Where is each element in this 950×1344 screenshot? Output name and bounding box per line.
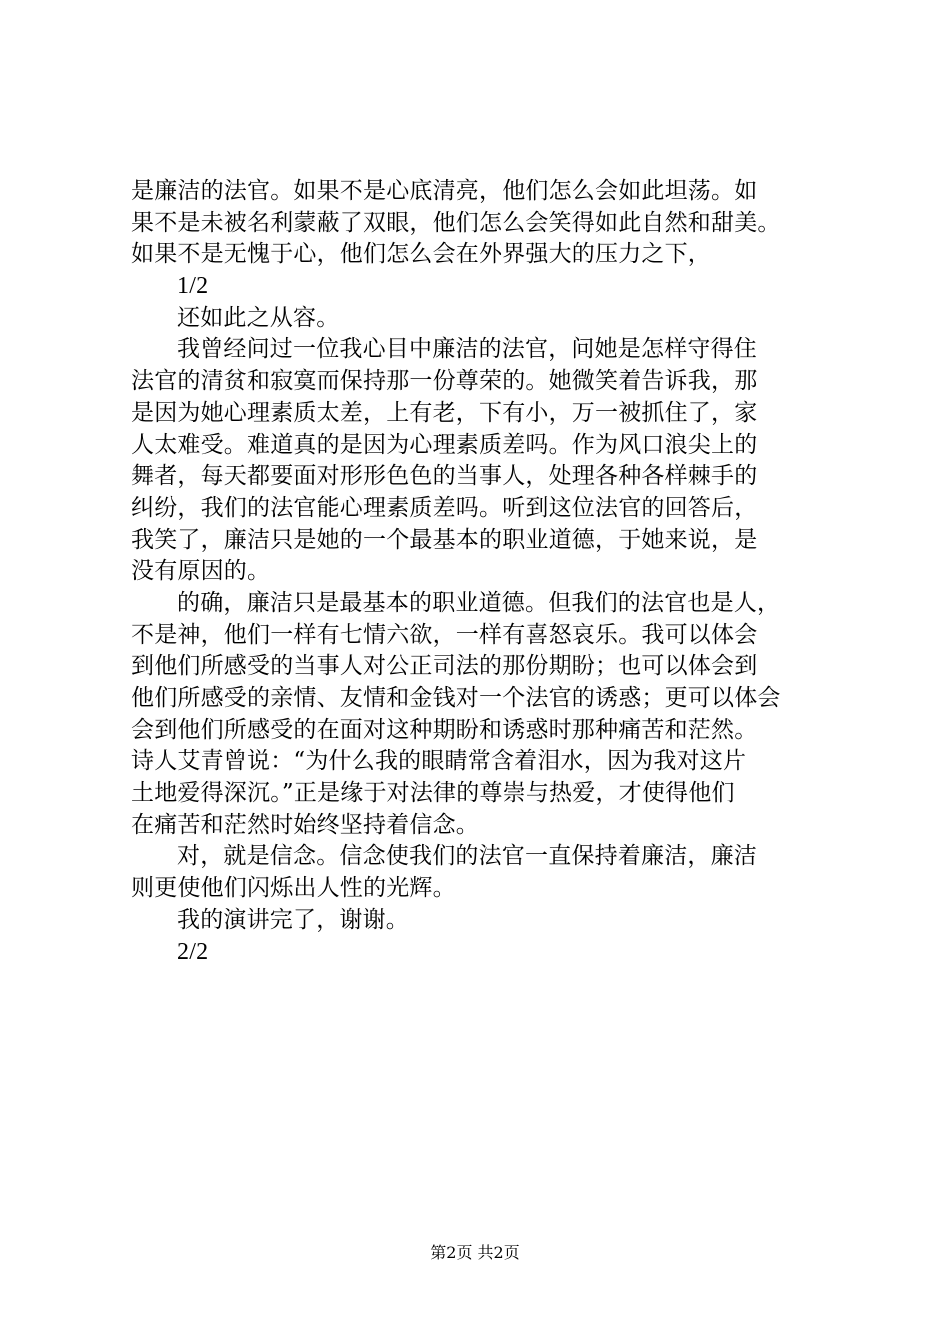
text-line: 会到他们所感受的在面对这种期盼和诱惑时那种痛苦和茫然。 <box>131 716 758 743</box>
text-line: 还如此之从容。 <box>177 304 340 331</box>
text-line: 果不是未被名利蒙蔽了双眼，他们怎么会笑得如此自然和甜美。 <box>131 209 781 236</box>
page-marker: 1/2 <box>177 273 209 300</box>
text-line: 土地爱得深沉。”正是缘于对法律的尊崇与热爱，才使得他们 <box>131 780 735 807</box>
text-line: 是廉洁的法官。如果不是心底清亮，他们怎么会如此坦荡。如 <box>131 178 758 204</box>
paragraph-start: 我曾经问过一位我心目中廉洁的法官，问她是怎样守得住 <box>177 336 757 363</box>
text-line: 不是神，他们一样有七情六欲，一样有喜怒哀乐。我可以体会 <box>131 621 758 648</box>
text-line: 法官的清贫和寂寞而保持那一份尊荣的。她微笑着告诉我，那 <box>131 368 758 395</box>
text-line: 在痛苦和茫然时始终坚持着信念。 <box>131 811 479 838</box>
text-line: 是因为她心理素质太差，上有老，下有小，万一被抓住了，家 <box>131 399 758 426</box>
text-line: 我笑了，廉洁只是她的一个最基本的职业道德，于她来说，是 <box>131 526 758 553</box>
text-line: 诗人艾青曾说：“为什么我的眼睛常含着泪水，因为我对这片 <box>131 748 747 775</box>
document-body <box>131 176 839 968</box>
text-line: 没有原因的。 <box>131 558 271 585</box>
text-line: 到他们所感受的当事人对公正司法的那份期盼；也可以体会到 <box>131 653 758 680</box>
text-line: 人太难受。难道真的是因为心理素质差吗。作为风口浪尖上的 <box>131 431 758 458</box>
text-line: 他们所感受的亲情、友情和金钱对一个法官的诱惑；更可以体会 <box>131 685 781 711</box>
text-line: 纠纷，我们的法官能心理素质差吗。听到这位法官的回答后， <box>131 494 758 521</box>
text-line: 如果不是无愧于心，他们怎么会在外界强大的压力之下， <box>131 241 711 268</box>
paragraph-start: 对，就是信念。信念使我们的法官一直保持着廉洁，廉洁 <box>177 843 757 870</box>
paragraph-start: 我的演讲完了，谢谢。 <box>177 906 409 933</box>
page-footer: 第2页 共2页 <box>430 1243 520 1262</box>
text-line: 则更使他们闪烁出人性的光辉。 <box>131 875 456 902</box>
page-marker: 2/2 <box>177 938 209 965</box>
text-line: 舞者，每天都要面对形形色色的当事人，处理各种各样棘手的 <box>131 463 758 490</box>
paragraph-start: 的确，廉洁只是最基本的职业道德。但我们的法官也是人， <box>177 589 781 616</box>
